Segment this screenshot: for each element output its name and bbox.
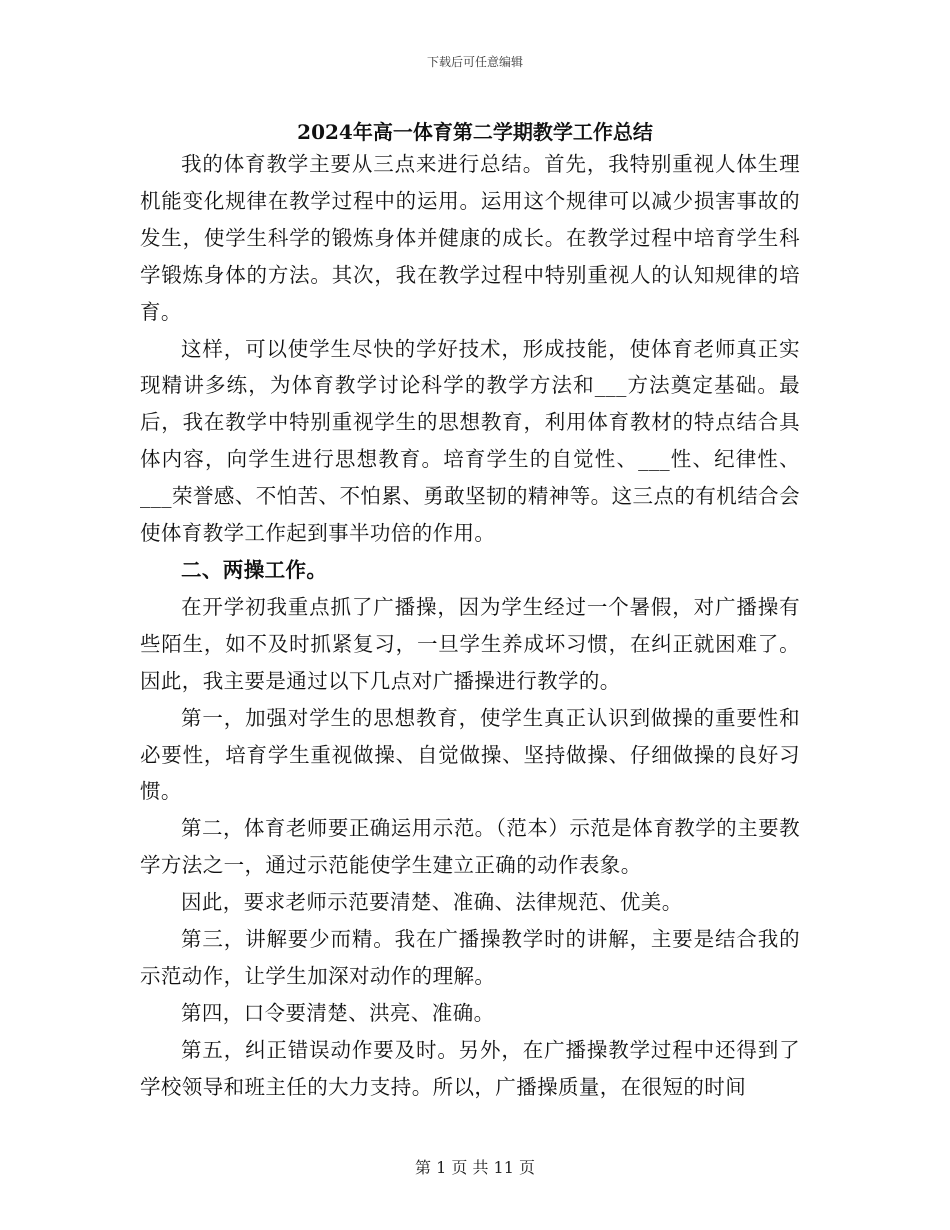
document-title: 2024年高一体育第二学期教学工作总结 [297, 120, 653, 144]
paragraph-methods: 这样，可以使学生尽快的学好技术，形成技能，使体育老师真正实现精讲多练，为体育教学讨论科学的教学方法和___方法奠定基础。最后，我在教学中特别重视学生的思想教育，利用体育教材的特点结合具体内容，向学生进行思想教育。培育学生的自觉性、___性、纪律性、___荣誉感、不怕苦、不怕累、勇敢坚韧的精神等。这三点的有机结合会使体育教学工作起到事半功倍的作用。 [140, 336, 800, 546]
paragraph-point-2: 第二，体育老师要正确运用示范。（范本）示范是体育教学的主要教学方法之一，通过示范能使学生建立正确的动作表象。 [140, 816, 800, 878]
paragraph-demo-requirements: 因此，要求老师示范要清楚、准确、法律规范、优美。 [181, 890, 683, 915]
paragraph-point-3: 第三，讲解要少而精。我在广播操教学时的讲解，主要是结合我的示范动作，让学生加深对动作的理解。 [140, 927, 800, 988]
paragraph-point-5: 第五，纠正错误动作要及时。另外，在广播操教学过程中还得到了学校领导和班主任的大力支持。所以，广播操质量，在很短的时间 [140, 1037, 800, 1099]
paragraph-intro: 我的体育教学主要从三点来进行总结。首先，我特别重视人体生理机能变化规律在教学过程中的运用。运用这个规律可以减少损害事故的发生，使学生科学的锻炼身体并健康的成长。在教学过程中培育学生科学锻炼身体的方法。其次，我在教学过程中特别重视人的认知规律的培育。 [140, 152, 800, 324]
document-body [140, 146, 800, 1106]
header-note: 下载后可任意编辑 [426, 55, 523, 69]
paragraph-broadcast-exercise: 在开学初我重点抓了广播操，因为学生经过一个暑假，对广播操有些陌生，如不及时抓紧复习，一旦学生养成坏习惯，在纠正就困难了。因此，我主要是通过以下几点对广播操进行教学的。 [140, 594, 800, 693]
paragraph-point-4: 第四，口令要清楚、洪亮、准确。 [181, 1000, 495, 1025]
section-heading: 二、两操工作。 [181, 557, 328, 582]
paragraph-point-1: 第一，加强对学生的思想教育，使学生真正认识到做操的重要性和必要性，培育学生重视做操、自觉做操、坚持做操、仔细做操的良好习惯。 [140, 705, 800, 804]
page-number: 第 1 页 共 11 页 [415, 1158, 535, 1177]
